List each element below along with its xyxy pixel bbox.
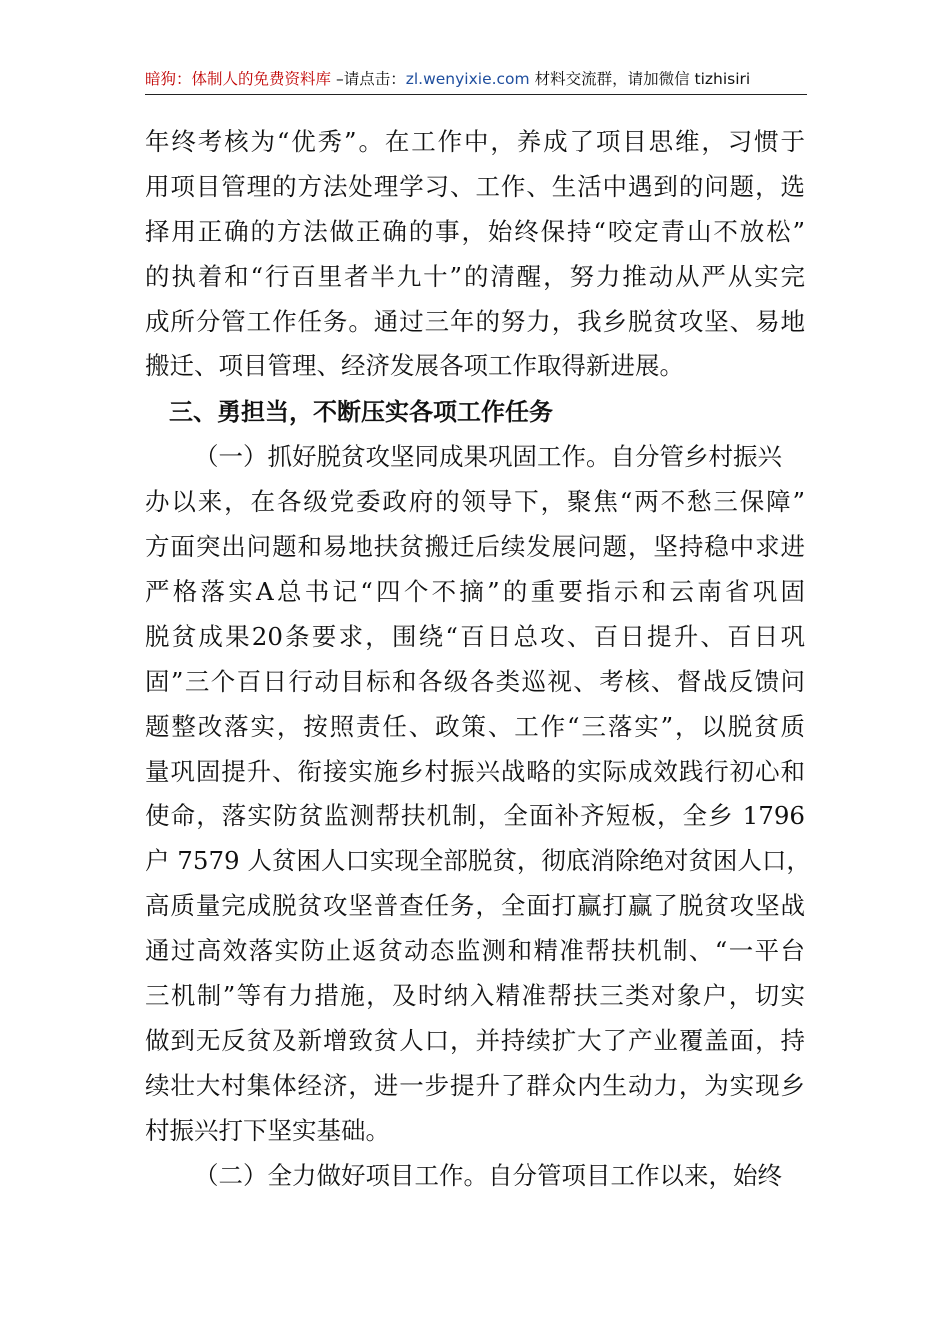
paragraph-line: 村振兴打下坚实基础。 — [145, 1115, 390, 1145]
paragraph-line: 择用正确的方法做正确的事，始终保持“咬定青山不放松” — [145, 216, 805, 246]
section-heading: 三、勇担当，不断压实各项工作任务 — [169, 398, 553, 427]
paragraph-line: 固”三个百日行动目标和各级各类巡视、考核、督战反馈问 — [145, 666, 805, 696]
paragraph-line: 三机制”等有力措施，及时纳入精准帮扶三类对象户，切实 — [145, 981, 805, 1011]
paragraph-line: 续壮大村集体经济，进一步提升了群众内生动力，为实现乡 — [145, 1070, 805, 1100]
paragraph-line: （二）全力做好项目工作。自分管项目工作以来，始终 — [194, 1160, 782, 1190]
paragraph-line: 年终考核为“优秀”。在工作中，养成了项目思维，习惯于 — [145, 127, 805, 156]
page-header — [145, 68, 807, 95]
header-click-prompt: –请点击： — [331, 70, 406, 88]
header-url-link[interactable]: zl.wenyixie.com — [405, 70, 530, 88]
paragraph-line: 户 7579 人贫困人口实现全部脱贫，彻底消除绝对贫困人口， — [145, 846, 811, 876]
paragraph-line: 的执着和“行百里者半九十”的清醒，努力推动从严从实完 — [145, 261, 805, 291]
paragraph-line: 使命，落实防贫监测帮扶机制，全面补齐短板，全乡 1796 — [145, 801, 805, 831]
paragraph-line: 办以来，在各级党委政府的领导下，聚焦“两不愁三保障” — [145, 487, 805, 517]
paragraph-line: 用项目管理的方法处理学习、工作、生活中遇到的问题，选 — [145, 171, 805, 201]
paragraph-line: 题整改落实，按照责任、政策、工作“三落实”，以脱贫质 — [145, 711, 805, 741]
document-body — [145, 120, 811, 1198]
paragraph-line: 搬迁、项目管理、经济发展各项工作取得新进展。 — [145, 351, 684, 381]
paragraph-line: 方面突出问题和易地扶贫搬迁后续发展问题，坚持稳中求进 — [145, 532, 805, 562]
paragraph-line: 通过高效落实防止返贫动态监测和精准帮扶机制、“一平台 — [145, 936, 805, 966]
paragraph-line: （一）抓好脱贫攻坚同成果巩固工作。自分管乡村振兴 — [194, 442, 782, 472]
header-source-label: 暗狗：体制人的免费资料库 — [145, 70, 332, 88]
header-group-note: 材料交流群，请加微信 tizhisiri — [529, 70, 751, 88]
paragraph-line: 量巩固提升、衔接实施乡村振兴战略的实际成效践行初心和 — [145, 756, 805, 786]
paragraph-line: 脱贫成果20条要求，围绕“百日总攻、百日提升、百日巩 — [145, 621, 805, 651]
paragraph-line: 成所分管工作任务。通过三年的努力，我乡脱贫攻坚、易地 — [145, 306, 805, 336]
paragraph-line: 高质量完成脱贫攻坚普查任务，全面打赢打赢了脱贫攻坚战 — [145, 891, 805, 921]
paragraph-line: 严格落实A总书记“四个不摘”的重要指示和云南省巩固 — [145, 577, 805, 607]
paragraph-line: 做到无反贫及新增致贫人口，并持续扩大了产业覆盖面，持 — [145, 1025, 805, 1055]
